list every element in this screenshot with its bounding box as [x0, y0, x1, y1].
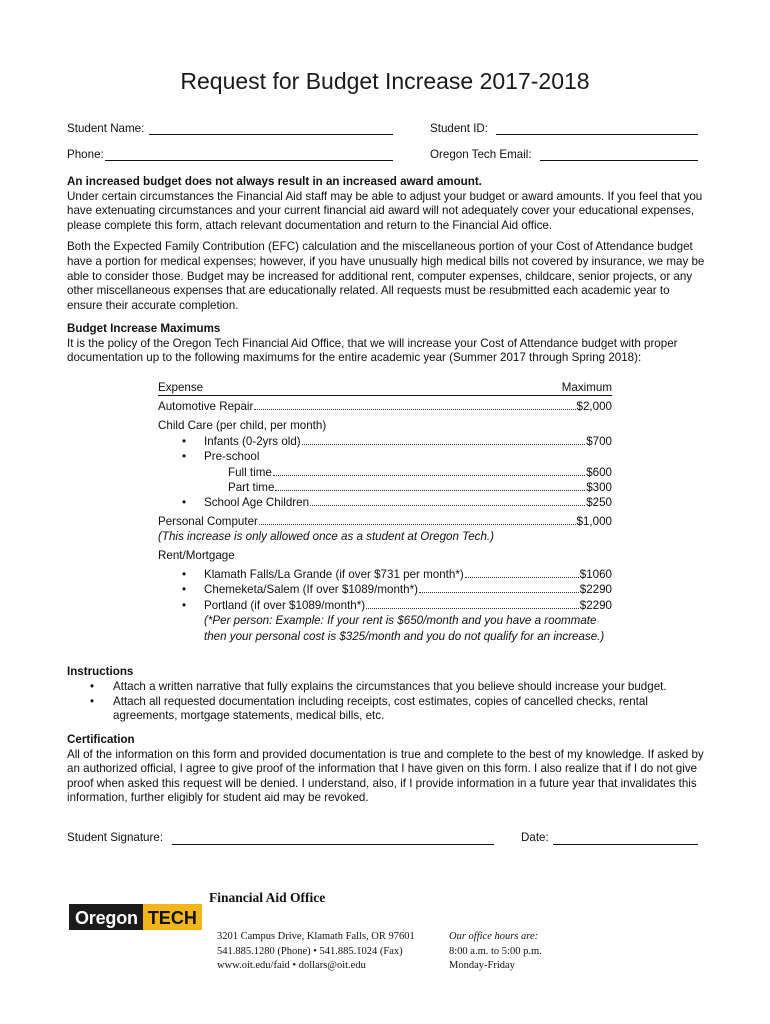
leader-dots	[302, 444, 586, 445]
portland-amount: $2290	[579, 598, 612, 612]
leader-dots	[366, 608, 579, 609]
bullet-icon: •	[182, 434, 187, 448]
expense-column-header: Expense	[158, 381, 204, 394]
leader-dots	[310, 505, 585, 506]
maximum-column-header: Maximum	[561, 381, 612, 394]
infants-label: Infants (0-2yrs old)	[204, 434, 301, 448]
signature-field[interactable]	[172, 844, 494, 845]
date-field[interactable]	[553, 844, 698, 845]
school-age-label: School Age Children	[204, 496, 310, 510]
logo-tech-text: TECH	[143, 904, 202, 930]
bullet-icon: •	[182, 496, 187, 510]
student-name-label: Student Name:	[67, 122, 145, 135]
student-name-field[interactable]	[149, 134, 393, 135]
instruction-text: Attach a written narrative that fully explains the circumstances that you believe should increase your budget.	[113, 679, 667, 693]
leader-dots	[259, 524, 576, 525]
table-row-full-time	[158, 465, 612, 480]
logo-oregon-text: Oregon	[69, 904, 143, 930]
automotive-amount: $2,000	[576, 400, 612, 413]
phone-field[interactable]	[105, 160, 393, 161]
list-item	[67, 680, 707, 695]
klamath-amount: $1060	[579, 568, 612, 582]
bullet-icon: •	[90, 679, 95, 693]
portland-label: Portland (if over $1089/month*)	[204, 598, 366, 612]
instructions-heading: Instructions	[67, 665, 134, 678]
rent-note: (*Per person: Example: If your rent is $650/month and you have a roommate then your personal cost is $325/month and you do not qualify for an increase.)	[204, 614, 605, 643]
school-age-amount: $250	[586, 496, 612, 510]
email-label: Oregon Tech Email:	[430, 148, 532, 161]
student-id-field[interactable]	[496, 134, 698, 135]
table-row-portland	[158, 598, 612, 613]
table-row-school-age	[158, 495, 612, 510]
certification-text: All of the information on this form and provided documentation is true and complete to the best of my knowledge. If asked by an authorized official, I agree to give proof of the information that I have given on this form. I also realize that if I do not give proof when asked this request will be denied. I understand, also, if I provide information in a future year that invalidates this information, further eligibly for student aid may be revoked.	[67, 747, 704, 805]
bullet-icon: •	[90, 694, 95, 708]
leader-dots	[419, 592, 579, 593]
instruction-text: Attach all requested documentation including receipts, cost estimates, copies of cancelled checks, rental agreements, mortgage statements, medical bills, etc.	[113, 694, 648, 723]
automotive-label: Automotive Repair	[158, 400, 254, 413]
table-row-automotive	[158, 399, 612, 414]
computer-amount: $1,000	[576, 514, 612, 528]
chemeketa-label: Chemeketa/Salem (If over $1089/month*)	[204, 583, 418, 597]
klamath-label: Klamath Falls/La Grande (if over $731 per month*)	[204, 568, 464, 582]
email-field[interactable]	[540, 160, 698, 161]
maximums-text: It is the policy of the Oregon Tech Financial Aid Office, that we will increase your Cost of Attendance budget with proper documentation up to the following maximums for the entire academic year (Summer 2017 through Spring 2018):	[67, 336, 678, 365]
bullet-icon: •	[182, 598, 187, 612]
full-time-amount: $600	[586, 465, 612, 479]
preschool-row	[158, 449, 612, 464]
maximums-heading: Budget Increase Maximums	[67, 322, 221, 335]
office-name: Financial Aid Office	[209, 890, 326, 905]
table-row-part-time	[158, 480, 612, 495]
table-row-klamath	[158, 567, 612, 582]
student-id-label: Student ID:	[430, 122, 489, 135]
list-item	[67, 695, 707, 725]
table-row-computer	[158, 514, 612, 529]
office-contact	[217, 930, 415, 974]
office-web: www.oit.edu/faid • dollars@oit.edu	[217, 960, 366, 971]
preschool-label: Pre-school	[204, 450, 260, 464]
certification-heading: Certification	[67, 733, 135, 746]
certification-section	[67, 733, 707, 806]
maximums-table	[158, 381, 612, 644]
table-row-infants	[158, 434, 612, 449]
chemeketa-amount: $2290	[579, 583, 612, 597]
bullet-icon: •	[182, 568, 187, 582]
maximums-section	[67, 322, 707, 366]
oregon-tech-logo	[69, 904, 202, 930]
intro-paragraph-2: Both the Expected Family Contribution (EFC) calculation and the miscellaneous portion of your Cost of Attendance budget have a portion for medical expenses; however, if you have unusually high medical bills not covered by insurance, we may be able to consider those. Budget may be increased for additional rent, computer expenses, childcare, senior projects, or any other miscellaneous expenses that are educationally related. All requests must be resubmitted each academic year to ensure their accurate completion.	[67, 240, 705, 312]
hours-time: 8:00 a.m. to 5:00 p.m.	[449, 945, 542, 957]
form-title: Request for Budget Increase 2017-2018	[180, 68, 590, 94]
leader-dots	[254, 409, 575, 410]
intro-paragraph-1: Under certain circumstances the Financial Aid staff may be able to adjust your budget or award amounts. If you feel that you have extenuating circumstances and your current financial aid award will not adequately cover your educational expenses, please complete this form, attach relevant documentation and return to the Financial Aid office.	[67, 189, 703, 232]
part-time-amount: $300	[586, 481, 612, 495]
computer-note: (This increase is only allowed once as a student at Oregon Tech.)	[158, 530, 494, 544]
leader-dots	[275, 490, 585, 491]
office-address: 3201 Campus Drive, Klamath Falls, OR 97601	[217, 931, 415, 942]
bullet-icon: •	[182, 450, 187, 464]
date-label: Date:	[521, 831, 549, 844]
office-hours	[449, 930, 542, 974]
intro-heading: An increased budget does not always result in an increased award amount.	[67, 175, 482, 188]
leader-dots	[465, 577, 579, 578]
computer-label: Personal Computer	[158, 514, 258, 528]
rent-label: Rent/Mortgage	[158, 548, 235, 562]
signature-label: Student Signature:	[67, 831, 164, 844]
part-time-label: Part time	[228, 481, 275, 495]
infants-amount: $700	[586, 434, 612, 448]
intro-section	[67, 175, 707, 313]
office-phones: 541.885.1280 (Phone) • 541.885.1024 (Fax)	[217, 945, 403, 957]
bullet-icon: •	[182, 583, 187, 597]
child-care-label: Child Care (per child, per month)	[158, 419, 327, 433]
table-row-chemeketa	[158, 582, 612, 597]
full-time-label: Full time	[228, 465, 272, 479]
instructions-section	[67, 665, 707, 724]
hours-label: Our office hours are:	[449, 931, 539, 942]
hours-days: Monday-Friday	[449, 960, 515, 971]
phone-label: Phone:	[67, 148, 104, 161]
leader-dots	[273, 475, 585, 476]
table-header	[158, 381, 612, 396]
